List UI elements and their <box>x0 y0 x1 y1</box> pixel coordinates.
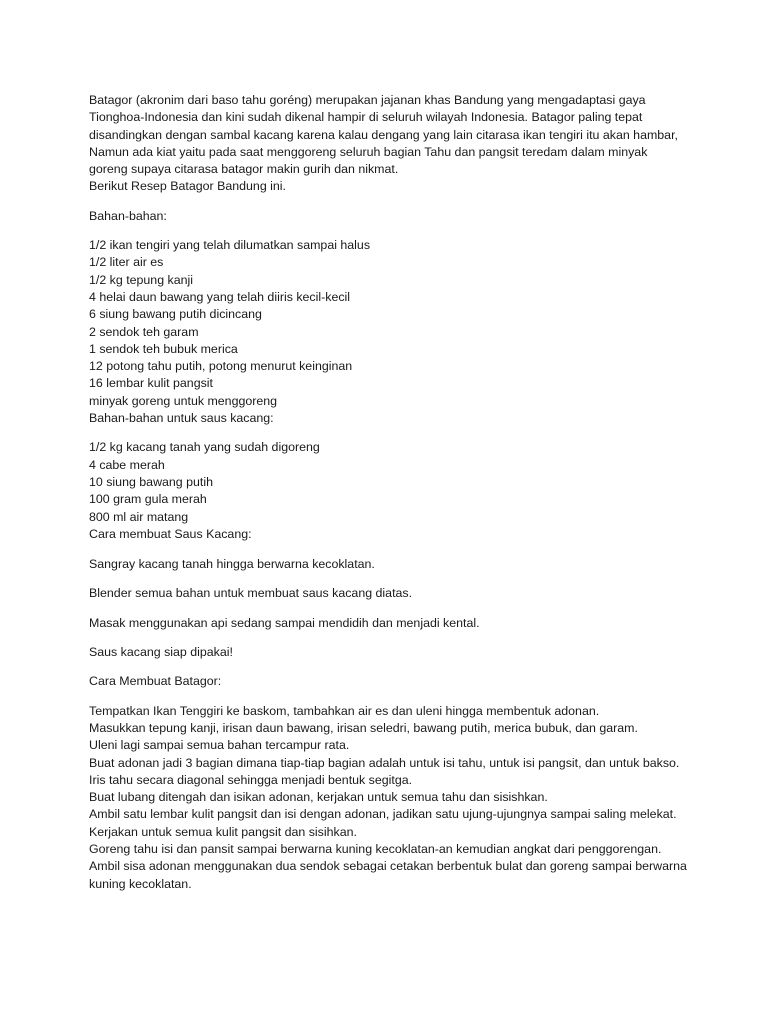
batagor-step: Buat lubang ditengah dan isikan adonan, kerjakan untuk semua tahu dan sisishkan. <box>89 790 548 805</box>
ingredient-item: 1/2 kg tepung kanji <box>89 272 194 287</box>
batagor-step: Buat adonan jadi 3 bagian dimana tiap-tiap bagian adalah untuk isi tahu, untuk isi pangsit, dan untuk bakso. <box>89 755 680 770</box>
ingredients-list <box>89 237 689 410</box>
sauce-ingredient-item: 4 cabe merah <box>89 457 165 472</box>
sauce-ingredient-item: 1/2 kg kacang tanah yang sudah digoreng <box>89 440 320 455</box>
sauce-ingredient-item: 100 gram gula merah <box>89 492 207 507</box>
sauce-ingredients-heading: Bahan-bahan untuk saus kacang: <box>89 411 274 426</box>
ingredient-item: 6 siung bawang putih dicincang <box>89 307 262 322</box>
ingredient-item: 2 sendok teh garam <box>89 324 199 339</box>
ingredient-item: 1/2 ikan tengiri yang telah dilumatkan sampai halus <box>89 238 371 253</box>
ingredient-item: 1 sendok teh bubuk merica <box>89 341 238 356</box>
ingredient-item: 12 potong tahu putih, potong menurut keinginan <box>89 359 353 374</box>
batagor-method-steps <box>89 703 689 893</box>
sauce-ingredient-item: 10 siung bawang putih <box>89 474 214 489</box>
ingredients-heading: Bahan-bahan: <box>89 208 167 223</box>
sauce-ingredient-item: 800 ml air matang <box>89 509 189 524</box>
batagor-step: Masukkan tepung kanji, irisan daun bawang, irisan seledri, bawang putih, merica bubuk, dan garam. <box>89 720 638 735</box>
intro-paragraph: Batagor (akronim dari baso tahu goréng) merupakan jajanan khas Bandung yang mengadaptasi gaya Tionghoa-Indonesia dan kini sudah dikenal hampir di seluruh wilayah Indonesia. Batagor paling tepat disandingkan dengan sambal kacang karena kalau dengang yang lain citarasa ikan tengiri itu akan hambar, Namun ada kiat yaitu pada saat menggoreng seluruh bagian Tahu dan pangsit teredam dalam minyak goreng supaya citarasa batagor makin gurih dan nikmat. <box>89 93 678 177</box>
sauce-step: Saus kacang siap dipakai! <box>89 645 233 660</box>
batagor-step: Iris tahu secara diagonal sehingga menjadi bentuk segitga. <box>89 772 413 787</box>
intro-lead: Berikut Resep Batagor Bandung ini. <box>89 179 286 194</box>
batagor-method-heading: Cara Membuat Batagor: <box>89 674 222 689</box>
sauce-step: Masak menggunakan api sedang sampai mendidih dan menjadi kental. <box>89 615 480 630</box>
sauce-ingredients-list <box>89 439 689 525</box>
document-page <box>89 92 689 893</box>
sauce-method-heading: Cara membuat Saus Kacang: <box>89 526 252 541</box>
ingredient-item: 4 helai daun bawang yang telah diiris kecil-kecil <box>89 289 351 304</box>
batagor-step: Ambil satu lembar kulit pangsit dan isi dengan adonan, jadikan satu ujung-ujungnya sampai saling melekat. <box>89 807 677 822</box>
ingredient-item: 16 lembar kulit pangsit <box>89 376 213 391</box>
batagor-step: Kerjakan untuk semua kulit pangsit dan sisihkan. <box>89 824 357 839</box>
batagor-step: Ambil sisa adonan menggunakan dua sendok sebagai cetakan berbentuk bulat dan goreng sampai berwarna kuning kecoklatan. <box>89 859 687 891</box>
ingredient-item: minyak goreng untuk menggoreng <box>89 393 278 408</box>
batagor-step: Uleni lagi sampai semua bahan tercampur rata. <box>89 738 350 753</box>
sauce-step: Sangray kacang tanah hingga berwarna kecoklatan. <box>89 557 375 572</box>
sauce-step: Blender semua bahan untuk membuat saus kacang diatas. <box>89 586 413 601</box>
batagor-step: Goreng tahu isi dan pansit sampai berwarna kuning kecoklatan-an kemudian angkat dari penggorengan. <box>89 841 662 856</box>
sauce-method-steps <box>89 556 689 661</box>
batagor-step: Tempatkan Ikan Tenggiri ke baskom, tambahkan air es dan uleni hingga membentuk adonan. <box>89 703 600 718</box>
ingredient-item: 1/2 liter air es <box>89 255 164 270</box>
